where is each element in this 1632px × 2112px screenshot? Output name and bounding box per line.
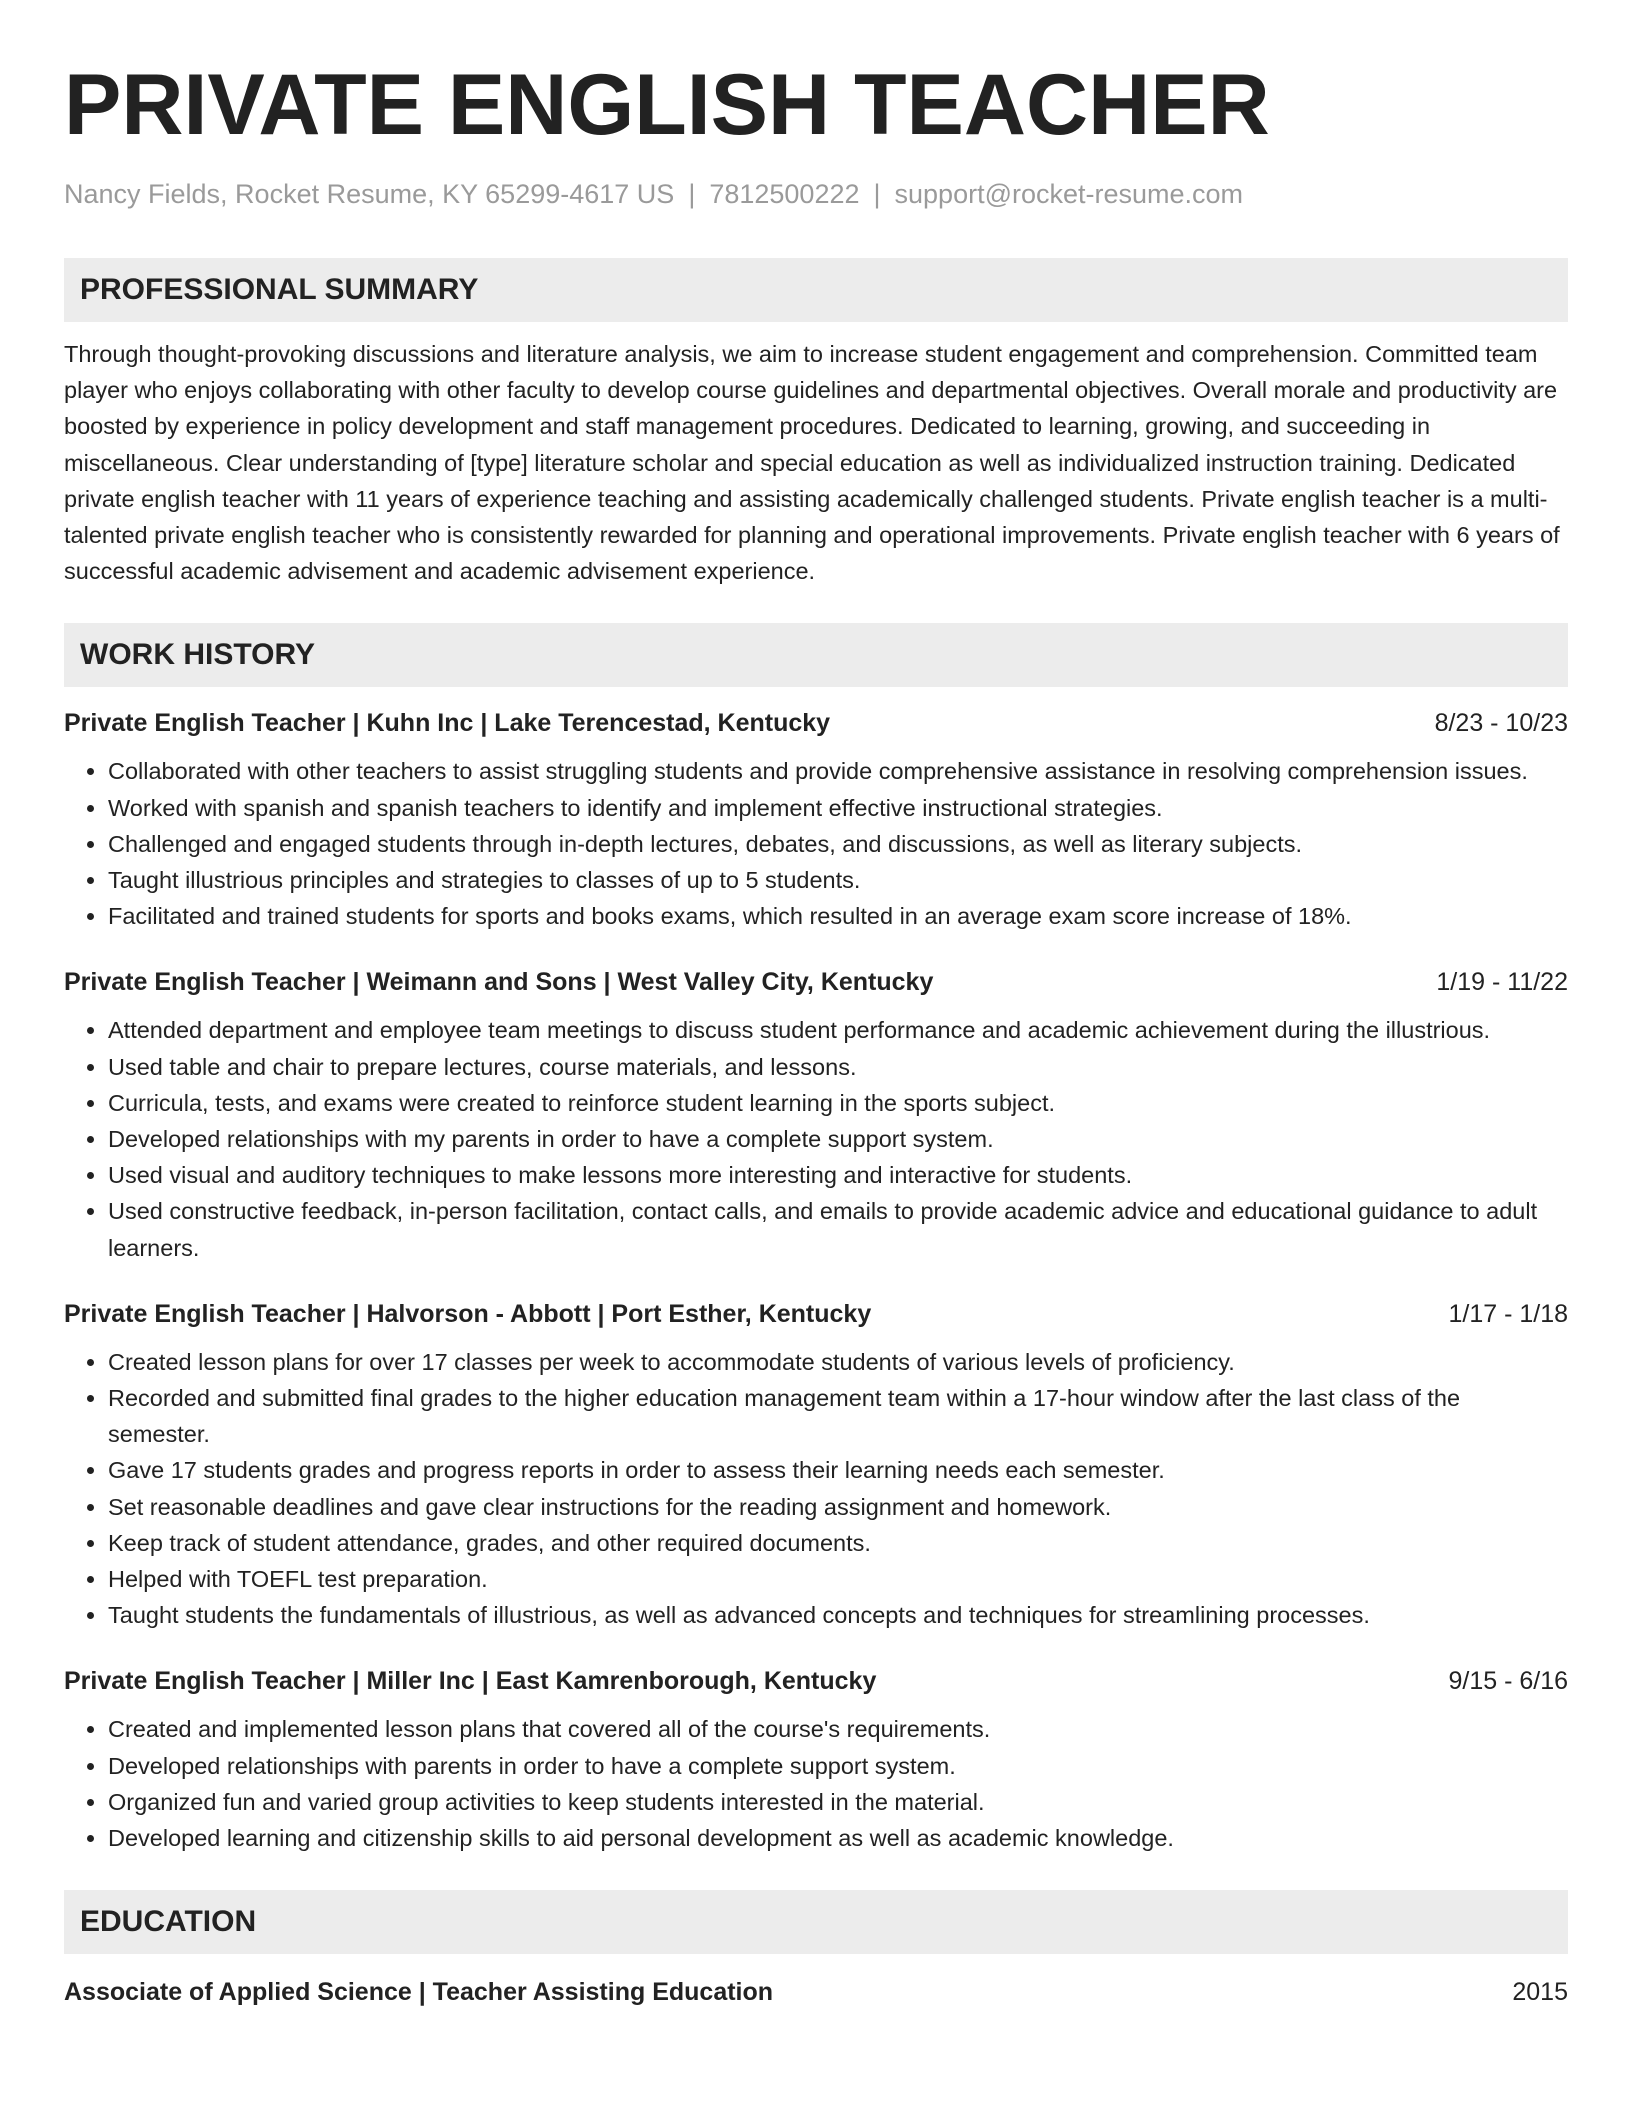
job-header xyxy=(64,1296,1568,1332)
job-dates: 8/23 - 10/23 xyxy=(1434,709,1568,738)
education-year: 2015 xyxy=(1512,1978,1568,2007)
job-entry xyxy=(64,705,1568,934)
job-bullet: • Collaborated with other teachers to assist struggling students and provide comprehensive assistance in resolving comprehension issues. xyxy=(108,753,1568,789)
job-dates: 1/17 - 1/18 xyxy=(1448,1299,1568,1328)
job-header xyxy=(64,964,1568,1000)
job-entry xyxy=(64,1296,1568,1634)
job-bullet: • Recorded and submitted final grades to the higher education management team within a 17-hour window after the last class of the semester. xyxy=(108,1380,1568,1452)
resume-page xyxy=(64,0,1568,2010)
job-title: Private English Teacher | Weimann and Sons | West Valley City, Kentucky xyxy=(64,968,934,997)
job-bullets xyxy=(64,1012,1568,1265)
job-bullet: • Taught illustrious principles and strategies to classes of up to 5 students. xyxy=(108,862,1568,898)
job-bullets xyxy=(64,1344,1568,1634)
job-entry xyxy=(64,1663,1568,1856)
contact-separator: | xyxy=(873,179,881,209)
job-bullet: • Created and implemented lesson plans that covered all of the course's requirements. xyxy=(108,1711,1568,1747)
job-title: Private English Teacher | Miller Inc | East Kamrenborough, Kentucky xyxy=(64,1667,877,1696)
job-title: Private English Teacher | Kuhn Inc | Lake Terencestad, Kentucky xyxy=(64,709,831,738)
job-bullet: • Taught students the fundamentals of illustrious, as well as advanced concepts and techniques for streamlining processes. xyxy=(108,1597,1568,1633)
contact-line xyxy=(64,178,1568,210)
contact-phone: 7812500222 xyxy=(709,179,860,209)
contact-address: Nancy Fields, Rocket Resume, KY 65299-4617 US xyxy=(64,179,675,209)
job-bullet: • Attended department and employee team meetings to discuss student performance and academic achievement during the illustrious. xyxy=(108,1012,1568,1048)
contact-email: support@rocket-resume.com xyxy=(894,179,1244,209)
education-heading: EDUCATION xyxy=(64,1890,1568,1954)
job-bullets xyxy=(64,753,1568,934)
job-bullet: • Facilitated and trained students for sports and books exams, which resulted in an average exam score increase of 18%. xyxy=(108,898,1568,934)
job-bullet: • Keep track of student attendance, grades, and other required documents. xyxy=(108,1525,1568,1561)
job-dates: 9/15 - 6/16 xyxy=(1448,1667,1568,1696)
summary-text: Through thought-provoking discussions and literature analysis, we aim to increase student engagement and comprehension. Committed team player who enjoys collaborating with other faculty to develop course guidelines and departmental objectives. Overall morale and productivity are boosted by experience in policy development and staff management procedures. Dedicated to learning, growing, and succeeding in miscellaneous. Clear understanding of [type] literature scholar and special education as well as individualized instruction training. Dedicated private english teacher with 11 years of experience teaching and assisting academically challenged students. Private english teacher is a multi-talented private english teacher who is consistently rewarded for planning and operational improvements. Private english teacher with 6 years of successful academic advisement and academic advisement experience. xyxy=(64,341,1560,585)
job-dates: 1/19 - 11/22 xyxy=(1436,968,1568,997)
job-bullet: • Gave 17 students grades and progress reports in order to assess their learning needs each semester. xyxy=(108,1452,1568,1488)
job-bullet: • Organized fun and varied group activities to keep students interested in the material. xyxy=(108,1784,1568,1820)
work-history-heading: WORK HISTORY xyxy=(64,623,1568,687)
job-title: Private English Teacher | Halvorson - Abbott | Port Esther, Kentucky xyxy=(64,1299,872,1328)
job-bullet: • Used constructive feedback, in-person facilitation, contact calls, and emails to provide academic advice and educational guidance to adult learners. xyxy=(108,1193,1568,1265)
job-bullet: • Used visual and auditory techniques to make lessons more interesting and interactive for students. xyxy=(108,1157,1568,1193)
job-bullet: • Used table and chair to prepare lectures, course materials, and lessons. xyxy=(108,1049,1568,1085)
job-bullet: • Challenged and engaged students through in-depth lectures, debates, and discussions, as well as literary subjects. xyxy=(108,826,1568,862)
job-bullet: • Developed relationships with parents in order to have a complete support system. xyxy=(108,1748,1568,1784)
education-entry xyxy=(64,1974,1568,2010)
contact-separator: | xyxy=(688,179,696,209)
job-header xyxy=(64,1663,1568,1699)
job-bullet: • Worked with spanish and spanish teachers to identify and implement effective instructional strategies. xyxy=(108,790,1568,826)
summary-heading: PROFESSIONAL SUMMARY xyxy=(64,258,1568,322)
job-bullet: • Created lesson plans for over 17 classes per week to accommodate students of various levels of proficiency. xyxy=(108,1344,1568,1380)
job-bullet: • Developed learning and citizenship skills to aid personal development as well as academic knowledge. xyxy=(108,1820,1568,1856)
resume-title: PRIVATE ENGLISH TEACHER xyxy=(64,57,1270,153)
job-header xyxy=(64,705,1568,741)
education-degree: Associate of Applied Science | Teacher Assisting Education xyxy=(64,1978,774,2007)
job-entry xyxy=(64,964,1568,1265)
job-bullet: • Developed relationships with my parents in order to have a complete support system. xyxy=(108,1121,1568,1157)
job-bullets xyxy=(64,1711,1568,1856)
job-bullet: • Curricula, tests, and exams were created to reinforce student learning in the sports subject. xyxy=(108,1085,1568,1121)
job-bullet: • Helped with TOEFL test preparation. xyxy=(108,1561,1568,1597)
job-bullet: • Set reasonable deadlines and gave clear instructions for the reading assignment and homework. xyxy=(108,1489,1568,1525)
